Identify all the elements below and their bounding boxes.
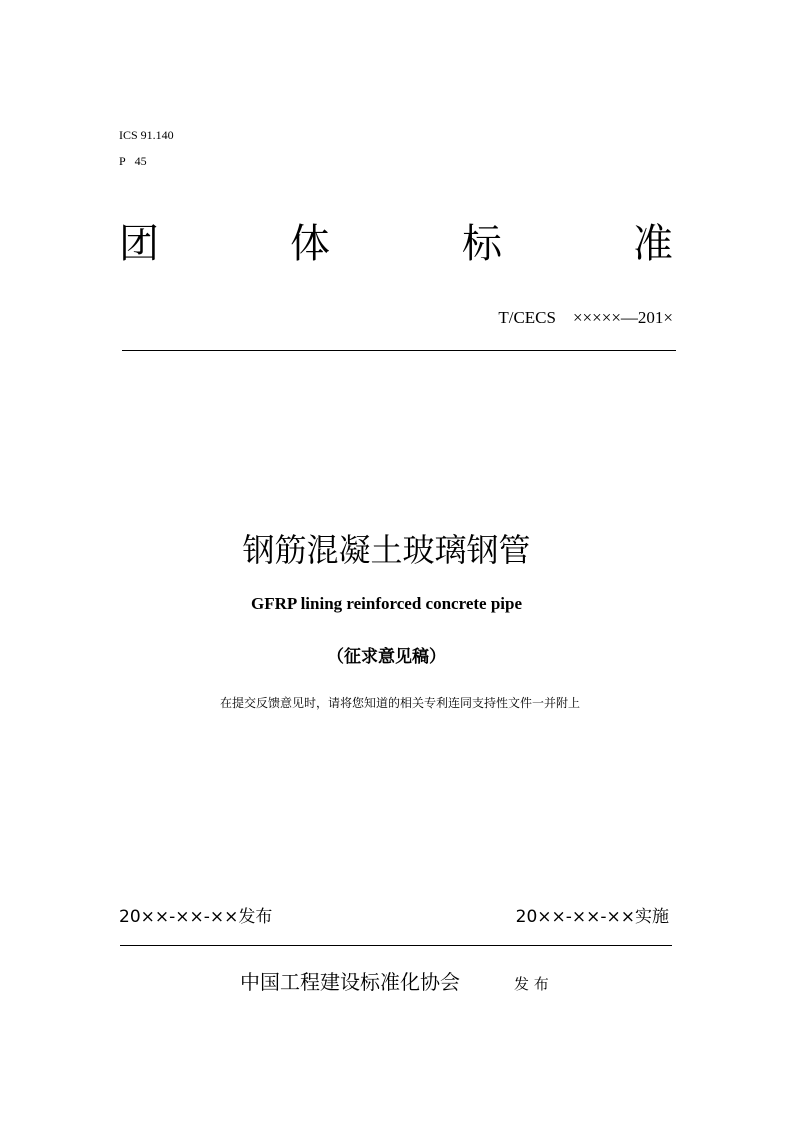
document-title-chinese: 钢筋混凝土玻璃钢管 bbox=[242, 531, 531, 569]
release-date: 20××-××-××发布 bbox=[119, 907, 273, 927]
publish-label: 发 布 bbox=[514, 975, 549, 993]
banner-char-3: 标 bbox=[462, 221, 502, 267]
bottom-divider bbox=[120, 945, 672, 946]
document-title-english: GFRP lining reinforced concrete pipe bbox=[250, 594, 523, 613]
ics-code: ICS 91.140 bbox=[119, 128, 174, 142]
implement-date: 20××-××-××实施 bbox=[515, 907, 669, 927]
banner-char-2: 体 bbox=[290, 221, 330, 267]
banner-char-1: 团 bbox=[119, 221, 159, 267]
standard-number: T/CECS ×××××—201× bbox=[498, 308, 673, 327]
banner-char-4: 准 bbox=[633, 221, 673, 267]
publisher-name: 中国工程建设标准化协会 bbox=[240, 970, 460, 994]
ccs-code: P 45 bbox=[119, 154, 147, 168]
patent-notice: 在提交反馈意见时，请将您知道的相关专利连同支持性文件一并附上 bbox=[219, 696, 580, 710]
top-divider bbox=[122, 350, 676, 351]
draft-label: （征求意见稿） bbox=[327, 647, 446, 667]
